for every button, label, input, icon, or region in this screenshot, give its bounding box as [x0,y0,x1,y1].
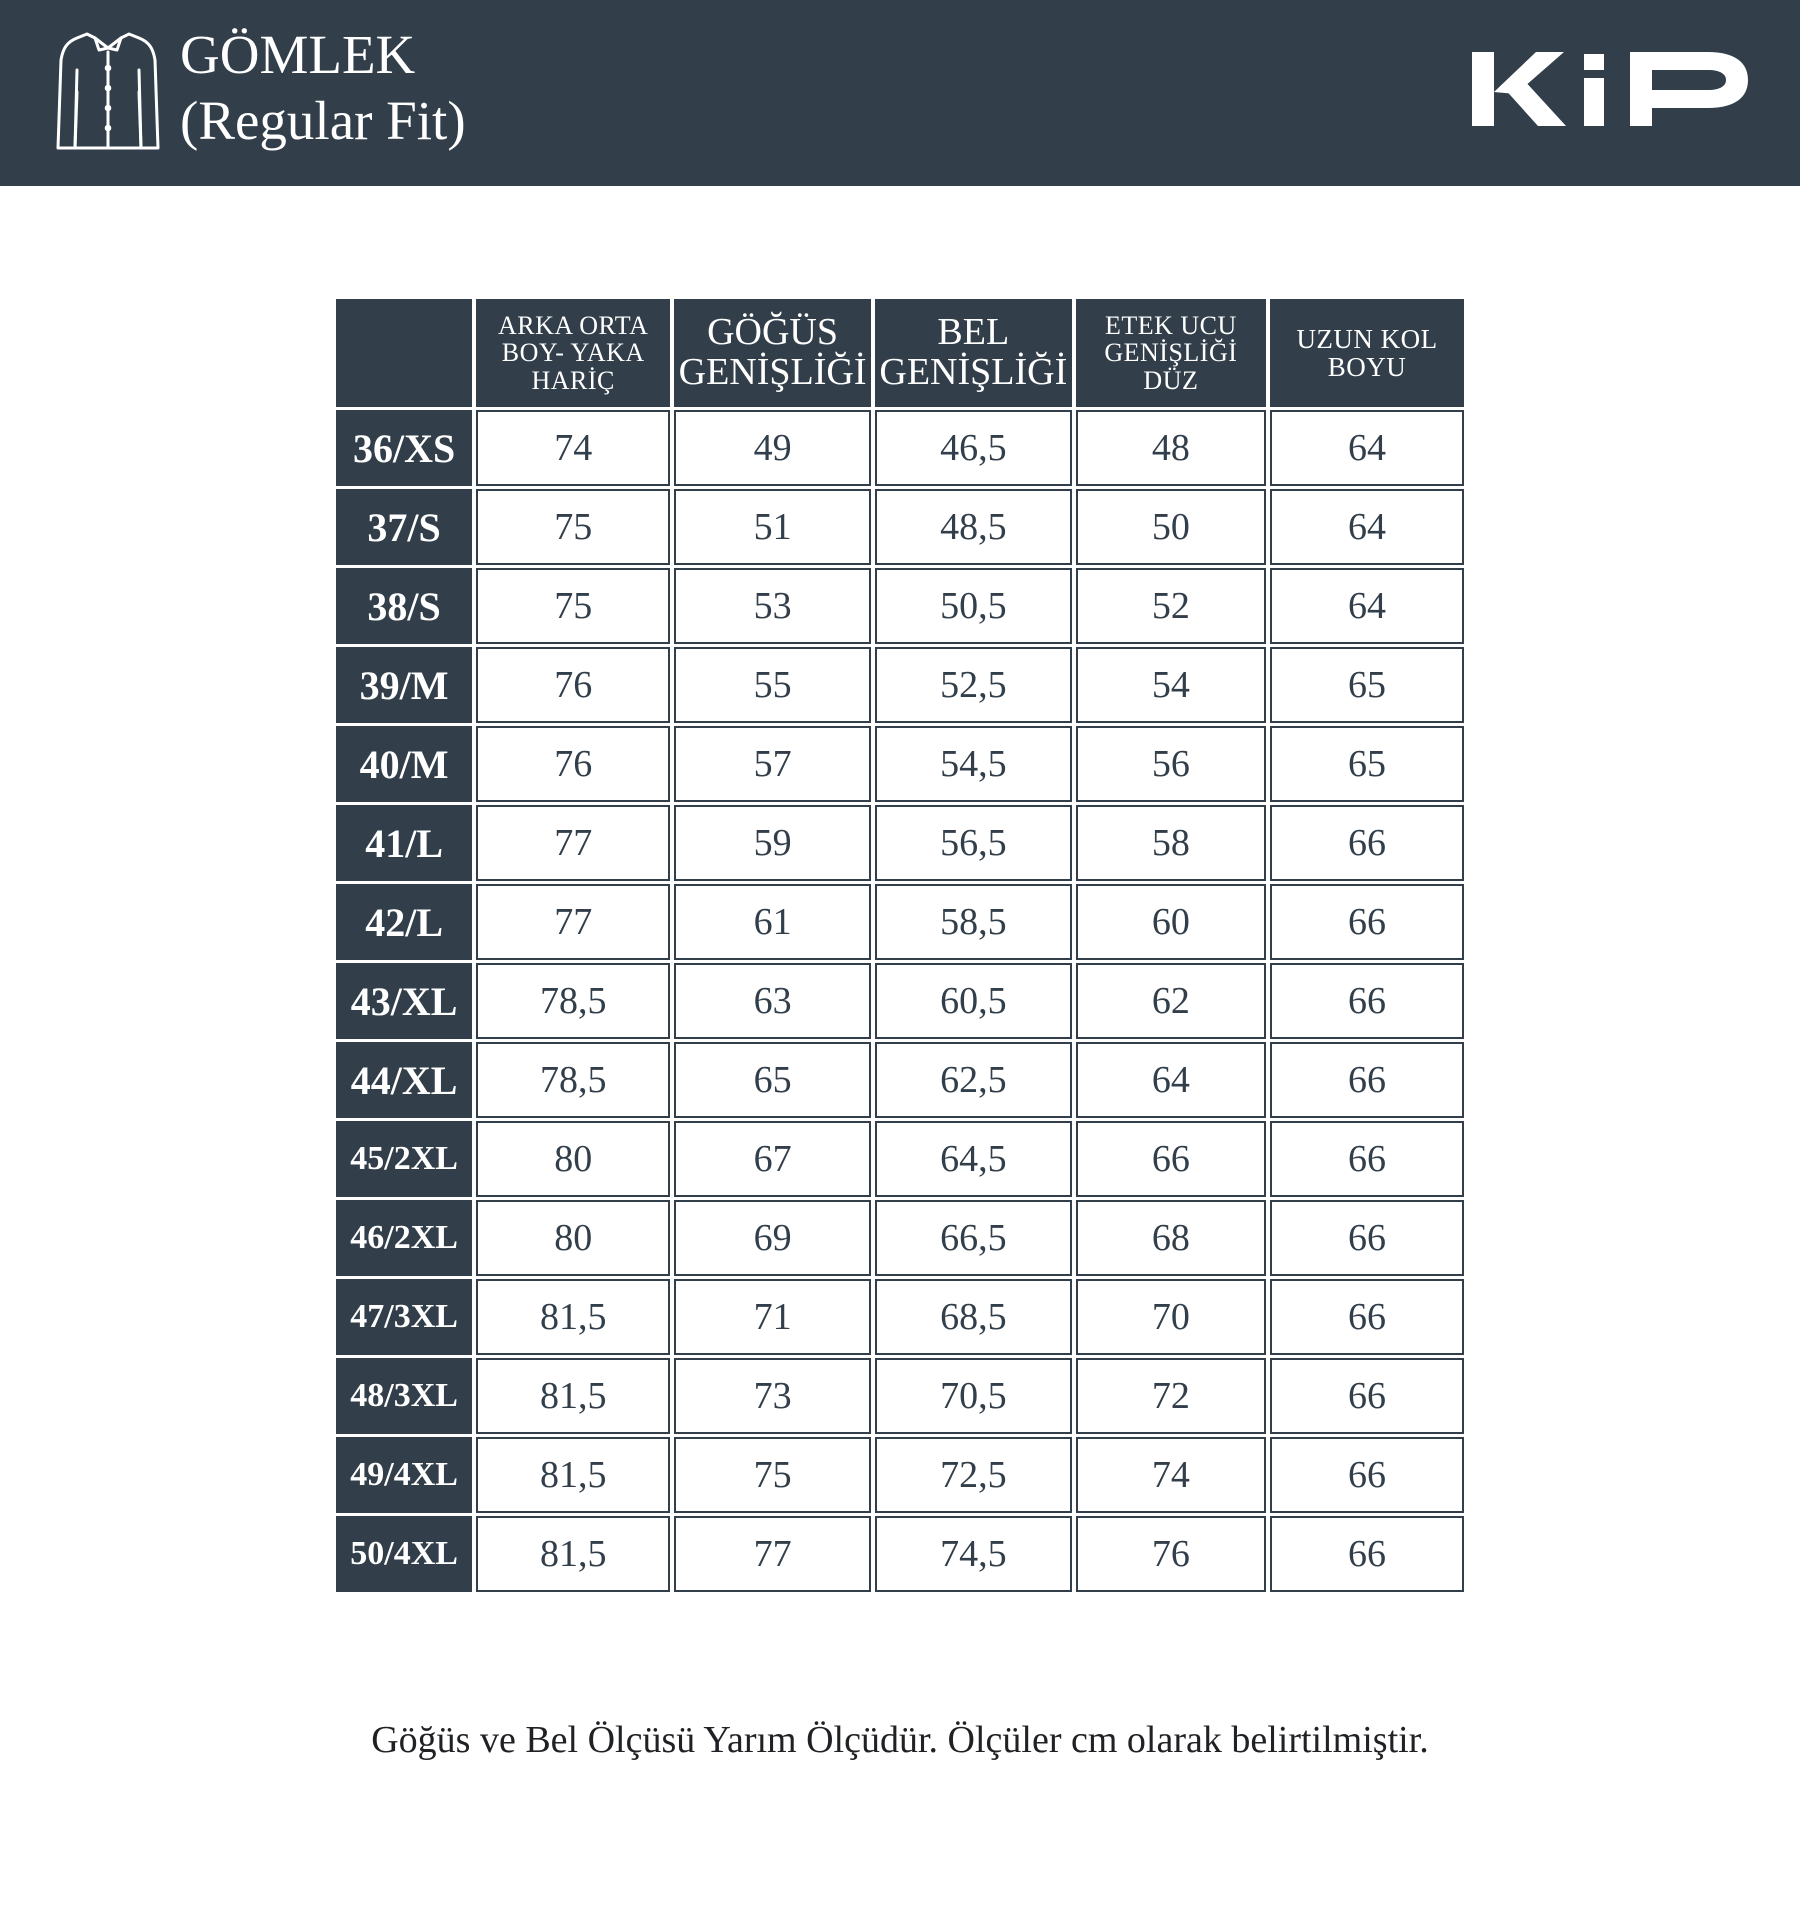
measurement-cell: 66 [1270,963,1464,1039]
measurement-cell: 66 [1270,884,1464,960]
size-label: 49/4XL [336,1437,472,1513]
measurement-cell: 65 [1270,726,1464,802]
measurement-cell: 58,5 [875,884,1072,960]
column-header-chest-width [674,299,871,407]
table-row [336,884,1464,960]
measurement-cell: 78,5 [476,1042,670,1118]
column-header-sleeve-length [1270,299,1464,407]
measurement-cell: 50 [1076,489,1266,565]
measurement-cell: 66 [1270,1042,1464,1118]
table-row [336,1437,1464,1513]
measurement-cell: 64 [1270,410,1464,486]
measurement-cell: 46,5 [875,410,1072,486]
brand-logo [1472,48,1748,130]
measurement-cell: 75 [476,489,670,565]
measurement-cell: 52,5 [875,647,1072,723]
measurement-cell: 56,5 [875,805,1072,881]
table-body [336,410,1464,1592]
column-header-line: DÜZ [1143,365,1199,395]
measurement-cell: 54,5 [875,726,1072,802]
measurement-cell: 62 [1076,963,1266,1039]
column-header-line: ARKA ORTA [498,311,649,341]
table-row [336,726,1464,802]
measurement-cell: 62,5 [875,1042,1072,1118]
header-bar [0,0,1800,186]
measurement-cell: 59 [674,805,871,881]
size-label: 45/2XL [336,1121,472,1197]
measurement-cell: 48 [1076,410,1266,486]
column-header-line: GENİŞLİĞİ [879,351,1068,393]
measurement-cell: 81,5 [476,1279,670,1355]
size-label: 48/3XL [336,1358,472,1434]
table-row [336,489,1464,565]
measurement-cell: 66,5 [875,1200,1072,1276]
shirt-icon [55,30,161,154]
measurement-cell: 76 [1076,1516,1266,1592]
measurement-cell: 81,5 [476,1358,670,1434]
measurement-cell: 80 [476,1200,670,1276]
measurement-cell: 66 [1270,1279,1464,1355]
measurement-cell: 64 [1270,568,1464,644]
table-row [336,1200,1464,1276]
measurement-cell: 69 [674,1200,871,1276]
size-label: 38/S [336,568,472,644]
table-row [336,1042,1464,1118]
measurement-cell: 66 [1076,1121,1266,1197]
measurement-cell: 64,5 [875,1121,1072,1197]
measurement-cell: 70 [1076,1279,1266,1355]
measurement-cell: 49 [674,410,871,486]
measurement-cell: 48,5 [875,489,1072,565]
size-label: 42/L [336,884,472,960]
measurement-cell: 77 [674,1516,871,1592]
measurement-cell: 66 [1270,1121,1464,1197]
column-header-waist-width [875,299,1072,407]
measurement-cell: 60,5 [875,963,1072,1039]
measurement-cell: 75 [476,568,670,644]
measurement-cell: 76 [476,726,670,802]
column-header-line: UZUN KOL [1296,323,1438,354]
column-header-line: BEL [937,311,1010,354]
measurement-cell: 74 [476,410,670,486]
measurement-cell: 78,5 [476,963,670,1039]
measurement-cell: 74,5 [875,1516,1072,1592]
size-label: 46/2XL [336,1200,472,1276]
table-row [336,568,1464,644]
measurement-cell: 71 [674,1279,871,1355]
table-header-row [336,299,1464,407]
table-row [336,1121,1464,1197]
corner-cell [336,299,472,407]
size-label: 50/4XL [336,1516,472,1592]
title-product: GÖMLEK [180,24,416,85]
measurement-cell: 81,5 [476,1437,670,1513]
measurement-cell: 72 [1076,1358,1266,1434]
measurement-cell: 73 [674,1358,871,1434]
measurement-cell: 64 [1076,1042,1266,1118]
table-row [336,647,1464,723]
table-row [336,1358,1464,1434]
measurement-cell: 80 [476,1121,670,1197]
size-label: 47/3XL [336,1279,472,1355]
measurement-cell: 58 [1076,805,1266,881]
column-header-line: BOYU [1327,352,1407,382]
size-label: 41/L [336,805,472,881]
table-row [336,805,1464,881]
measurement-cell: 56 [1076,726,1266,802]
column-header-line: GENİŞLİĞİ [1104,338,1238,368]
column-header-line: GENİŞLİĞİ [678,351,867,393]
measurement-cell: 81,5 [476,1516,670,1592]
measurement-note: Göğüs ve Bel Ölçüsü Yarım Ölçüdür. Ölçüler cm olarak belirtilmiştir. [371,1719,1429,1761]
size-label: 36/XS [336,410,472,486]
measurement-cell: 61 [674,884,871,960]
table-row [336,410,1464,486]
column-header-back-length [476,299,670,407]
size-label: 44/XL [336,1042,472,1118]
size-label: 39/M [336,647,472,723]
measurement-cell: 51 [674,489,871,565]
measurement-cell: 77 [476,805,670,881]
table-row [336,1279,1464,1355]
measurement-cell: 68 [1076,1200,1266,1276]
measurement-cell: 75 [674,1437,871,1513]
measurement-cell: 70,5 [875,1358,1072,1434]
measurement-cell: 52 [1076,568,1266,644]
measurement-cell: 64 [1270,489,1464,565]
column-header-hem-width [1076,299,1266,407]
size-label: 43/XL [336,963,472,1039]
measurement-cell: 66 [1270,1437,1464,1513]
title-fit: (Regular Fit) [180,90,466,151]
measurement-cell: 60 [1076,884,1266,960]
measurement-cell: 55 [674,647,871,723]
measurement-cell: 66 [1270,1358,1464,1434]
size-label: 40/M [336,726,472,802]
measurement-cell: 65 [1270,647,1464,723]
size-chart-table [332,296,1468,1595]
size-label: 37/S [336,489,472,565]
column-header-line: GÖĞÜS [707,311,839,354]
measurement-cell: 72,5 [875,1437,1072,1513]
measurement-cell: 53 [674,568,871,644]
measurement-cell: 63 [674,963,871,1039]
measurement-cell: 66 [1270,805,1464,881]
measurement-cell: 68,5 [875,1279,1072,1355]
measurement-cell: 66 [1270,1200,1464,1276]
measurement-cell: 77 [476,884,670,960]
measurement-cell: 67 [674,1121,871,1197]
measurement-cell: 65 [674,1042,871,1118]
measurement-cell: 50,5 [875,568,1072,644]
measurement-cell: 57 [674,726,871,802]
table-row [336,1516,1464,1592]
column-header-line: HARİÇ [531,365,615,395]
table-row [336,963,1464,1039]
column-header-line: ETEK UCU [1104,311,1237,341]
measurement-cell: 76 [476,647,670,723]
measurement-cell: 74 [1076,1437,1266,1513]
column-header-line: BOY- YAKA [501,338,645,368]
measurement-cell: 54 [1076,647,1266,723]
page-title [180,22,466,154]
measurement-cell: 66 [1270,1516,1464,1592]
